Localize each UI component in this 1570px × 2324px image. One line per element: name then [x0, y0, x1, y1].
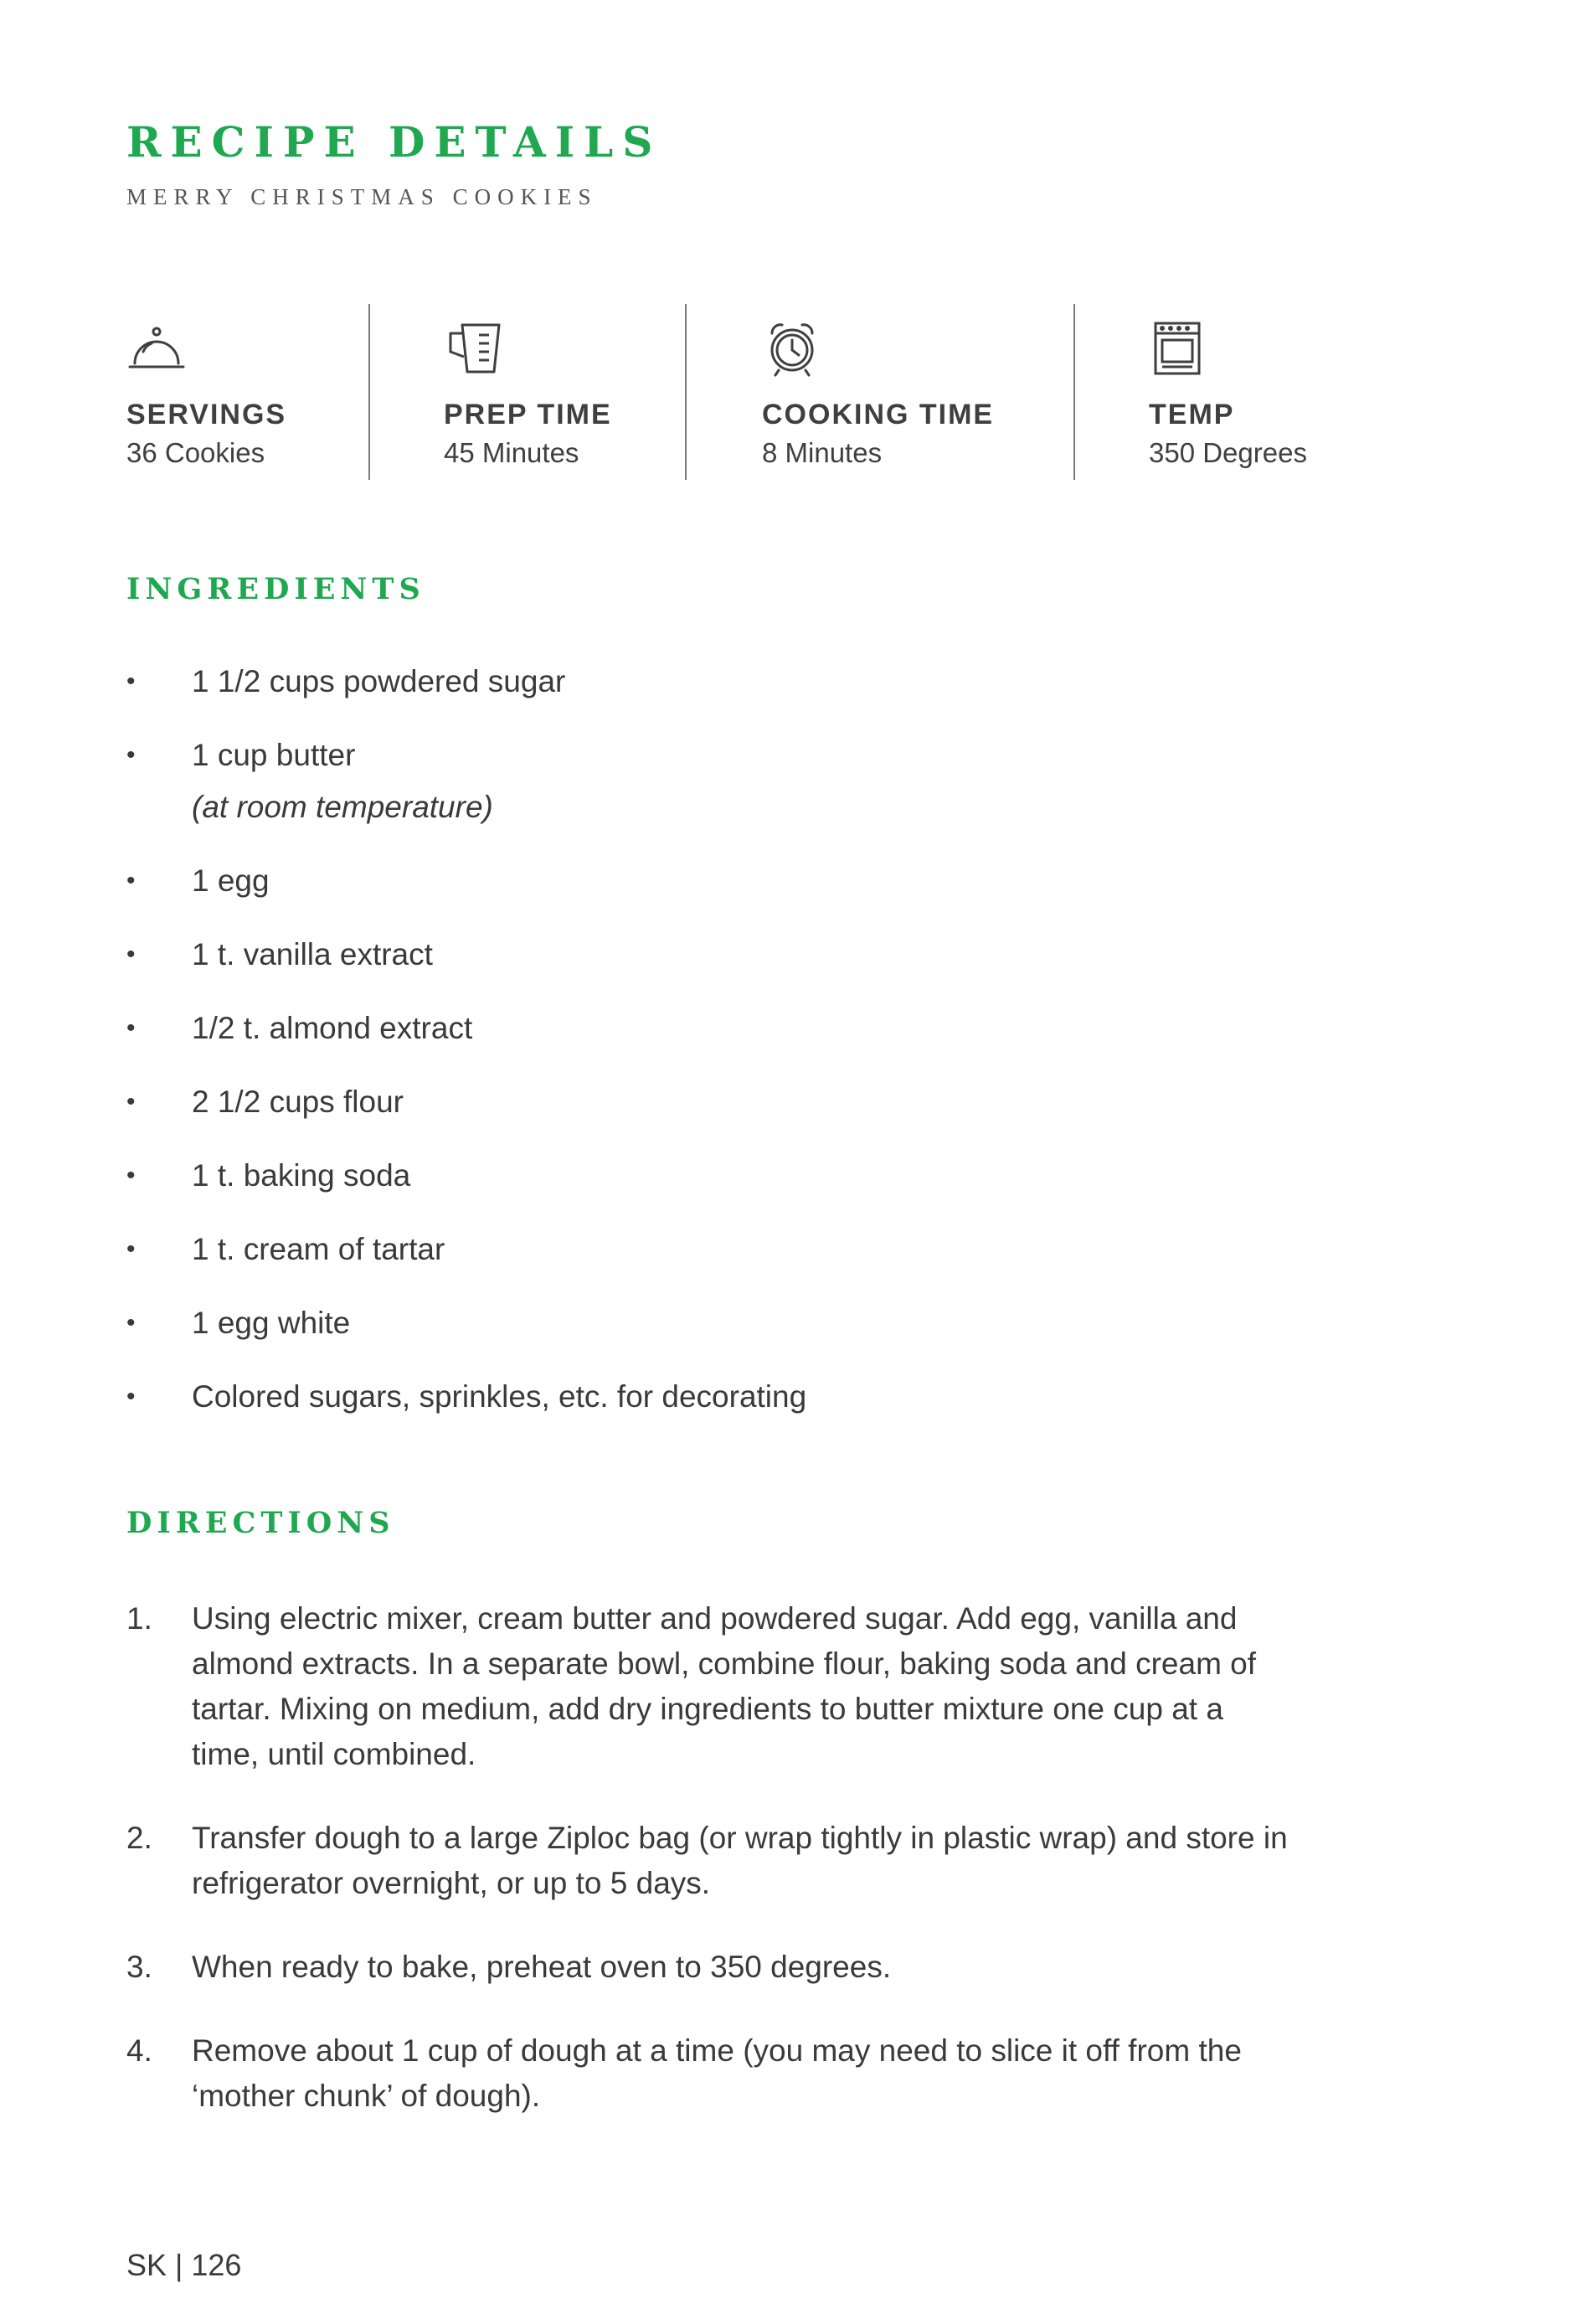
- stat-label: TEMP: [1149, 399, 1235, 430]
- step-number: 1.: [126, 1601, 152, 1636]
- list-item: [126, 659, 1382, 704]
- stat-label: PREP TIME: [444, 399, 612, 430]
- stat-value: 45 Minutes: [444, 437, 579, 468]
- step-number: 3.: [126, 1950, 152, 1984]
- bullet: •: [126, 1235, 136, 1263]
- divider: [685, 304, 687, 480]
- bullet: •: [126, 1014, 136, 1042]
- list-item: [126, 1080, 1382, 1125]
- list-item: [126, 1006, 1382, 1051]
- ingredient-text: 1 egg white: [192, 1306, 351, 1340]
- stat-prep-time: [444, 318, 612, 468]
- bullet: •: [126, 867, 136, 894]
- bullet: •: [126, 667, 136, 695]
- direction-step: [126, 1816, 1299, 1906]
- ingredients-heading: INGREDIENTS: [126, 572, 425, 606]
- step-text: Using electric mixer, cream butter and powdered sugar. Add egg, vanilla and almond extracts. In a separate bowl, combine flour, baking soda and cream of tartar. Mixing on medium, add dry ingredients to butter mixture one cup at a time, until combined.: [192, 1601, 1257, 1771]
- bullet: •: [126, 741, 136, 769]
- directions-heading: DIRECTIONS: [126, 1506, 395, 1540]
- list-item: [126, 1301, 1382, 1346]
- list-item: [126, 1227, 1382, 1272]
- direction-step: [126, 1945, 1299, 1990]
- step-text: Remove about 1 cup of dough at a time (you may need to slice it off from the ‘mother chunk’ of dough).: [192, 2033, 1242, 2113]
- divider: [1073, 304, 1075, 480]
- ingredient-text: 1 t. vanilla extract: [192, 937, 433, 971]
- recipe-subtitle: MERRY CHRISTMAS COOKIES: [126, 184, 598, 209]
- stat-servings: [126, 318, 287, 468]
- ingredient-text: 1 1/2 cups powdered sugar: [192, 664, 566, 698]
- ingredient-text: 1 t. cream of tartar: [192, 1232, 445, 1266]
- measuring-cup-icon: [444, 318, 504, 379]
- ingredient-text: Colored sugars, sprinkles, etc. for decorating: [192, 1379, 807, 1414]
- ingredient-text: 1 t. baking soda: [192, 1158, 411, 1193]
- ingredient-text: 2 1/2 cups flour: [192, 1085, 404, 1119]
- direction-step: [126, 1596, 1299, 1777]
- direction-step: [126, 2028, 1299, 2119]
- page-footer: SK | 126: [126, 2248, 242, 2282]
- list-item: [126, 858, 1382, 904]
- stat-label: COOKING TIME: [762, 399, 995, 430]
- ingredients-list: [126, 659, 1382, 1448]
- alarm-clock-icon: [762, 318, 822, 379]
- oven-icon: [1149, 318, 1209, 379]
- list-item: [126, 733, 1382, 830]
- stat-temp: [1149, 318, 1307, 468]
- stat-value: 8 Minutes: [762, 437, 883, 468]
- ingredient-text: 1/2 t. almond extract: [192, 1011, 473, 1045]
- step-text: When ready to bake, preheat oven to 350 degrees.: [192, 1950, 892, 1984]
- directions-list: [126, 1596, 1299, 2157]
- list-item: [126, 1153, 1382, 1198]
- serving-cloche-icon: [126, 318, 187, 379]
- bullet: •: [126, 1088, 136, 1116]
- divider: [368, 304, 370, 480]
- bullet: •: [126, 1383, 136, 1410]
- page-title: RECIPE DETAILS: [126, 117, 662, 167]
- stat-label: SERVINGS: [126, 399, 287, 430]
- step-text: Transfer dough to a large Ziploc bag (or wrap tightly in plastic wrap) and store in refrigerator overnight, or up to 5 days.: [192, 1821, 1288, 1900]
- bullet: •: [126, 1309, 136, 1337]
- step-number: 2.: [126, 1821, 152, 1855]
- step-number: 4.: [126, 2033, 152, 2068]
- bullet: •: [126, 1162, 136, 1189]
- stat-value: 36 Cookies: [126, 437, 265, 468]
- ingredient-text: 1 cup butter: [192, 738, 356, 772]
- list-item: [126, 932, 1382, 977]
- ingredient-note: (at room temperature): [192, 790, 493, 824]
- stat-cooking-time: [762, 318, 995, 468]
- bullet: •: [126, 940, 136, 968]
- list-item: [126, 1374, 1382, 1420]
- ingredient-text: 1 egg: [192, 863, 270, 898]
- stat-value: 350 Degrees: [1149, 437, 1307, 468]
